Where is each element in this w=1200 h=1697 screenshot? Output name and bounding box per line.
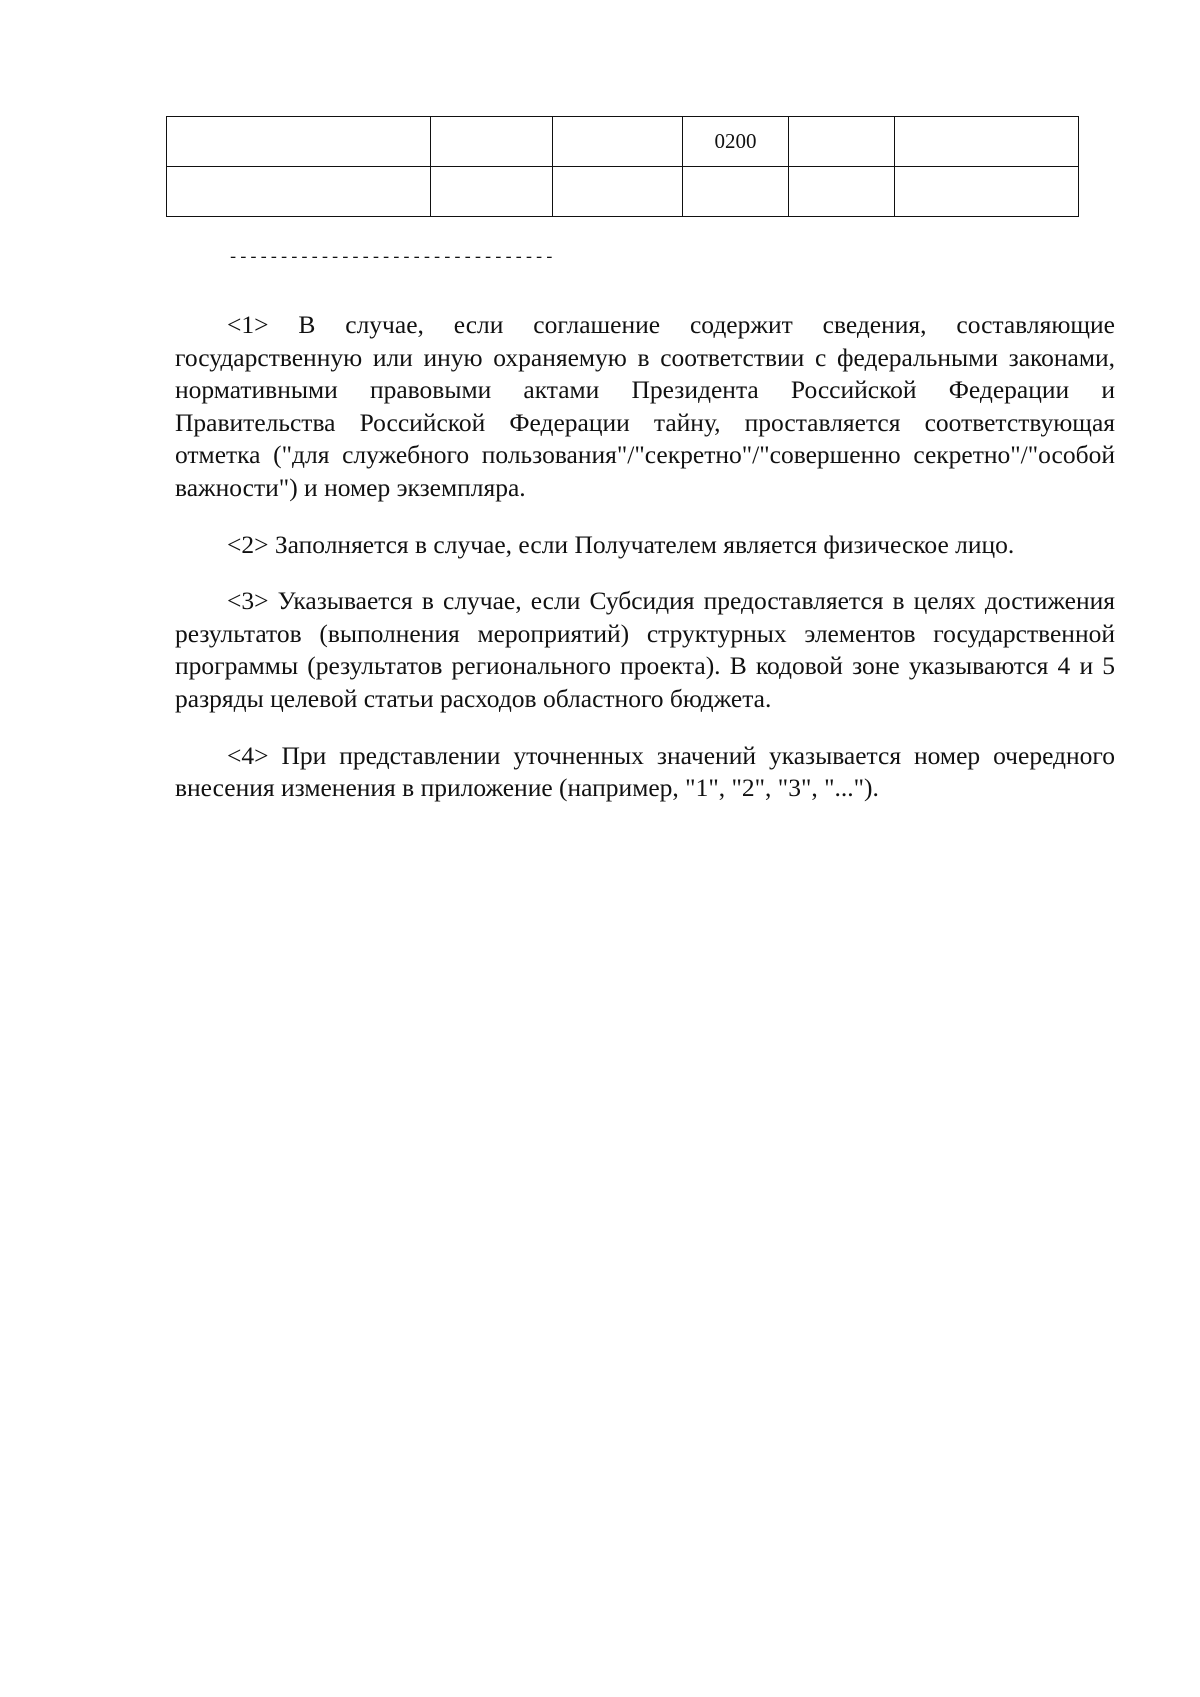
table-cell: [553, 117, 683, 167]
table-row: [167, 167, 1079, 217]
table-cell: [167, 117, 431, 167]
footnote-4: <4> При представлении уточненных значений указывается номер очередного внесения изменения в приложение (например, "1", "2", "3", "...").: [175, 740, 1115, 803]
code-table: [166, 116, 1079, 217]
footnotes: [175, 309, 1115, 829]
table-cell-code: 0200: [683, 117, 789, 167]
table-cell: [431, 167, 553, 217]
footnote-3: <3> Указывается в случае, если Субсидия предоставляется в целях достижения результатов (выполнения мероприятий) структурных элементов государственной программы (результатов регионального проекта). В кодовой зоне указываются 4 и 5 разряды целевой статьи расходов областного бюджета.: [175, 586, 1115, 713]
footnote-separator: --------------------------------: [228, 249, 555, 268]
table-cell: [789, 117, 895, 167]
table-row: [167, 117, 1079, 167]
table-cell: [895, 117, 1079, 167]
table-cell: [553, 167, 683, 217]
footnote-2: <2> Заполняется в случае, если Получателем является физическое лицо.: [227, 529, 1015, 559]
table-cell: [431, 117, 553, 167]
table-cell: [895, 167, 1079, 217]
footnote-1: <1> В случае, если соглашение содержит сведения, составляющие государственную или иную охраняемую в соответствии с федеральными законами, нормативными правовыми актами Президента Российской Федерации и Правительства Российской Федерации тайну, проставляется соответствующая отметка ("для служебного пользования"/"секретно"/"совершенно секретно"/"особой важности") и номер экземпляра.: [175, 310, 1115, 502]
table-cell: [683, 167, 789, 217]
table-cell: [789, 167, 895, 217]
table-cell: [167, 167, 431, 217]
